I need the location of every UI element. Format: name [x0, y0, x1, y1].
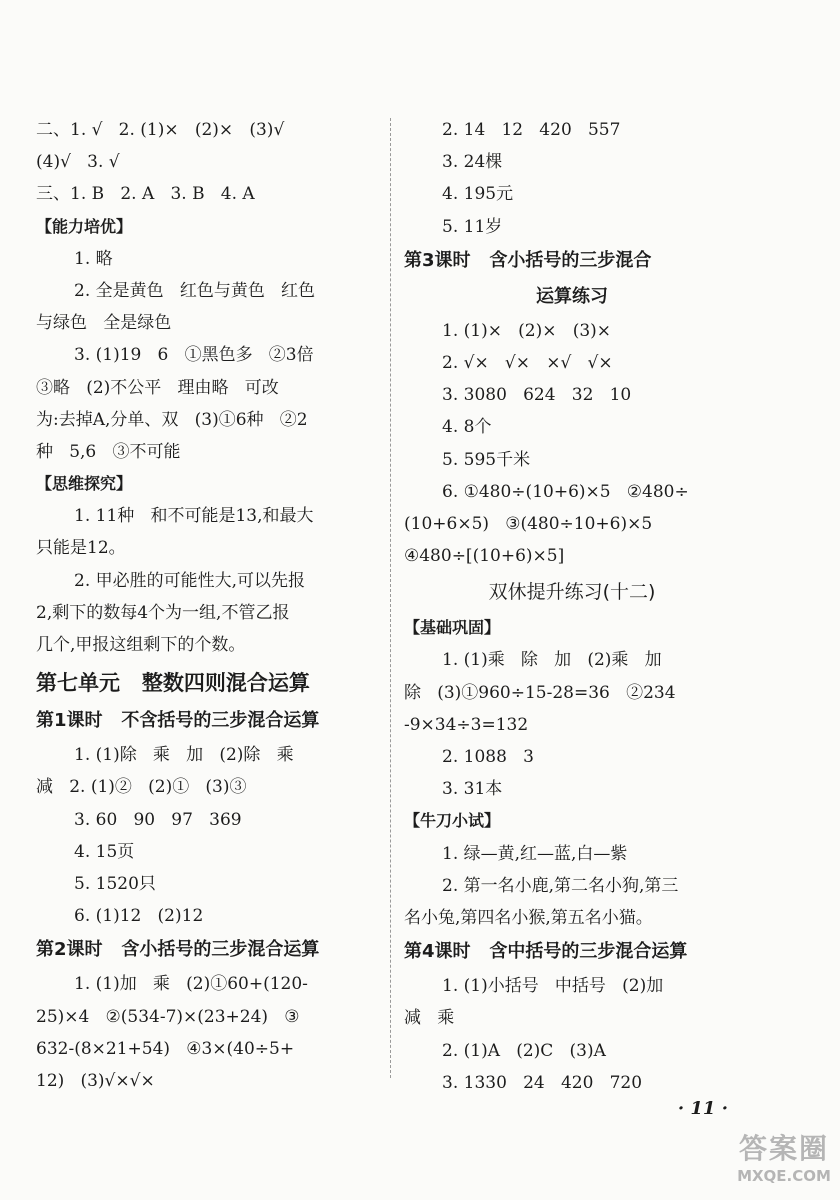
right-column — [404, 114, 740, 1099]
answer-line: 2. 1088 3 — [442, 747, 534, 767]
answer-line: 632-(8×21+54) ④3×(40÷5+ — [36, 1038, 295, 1059]
left-column — [36, 114, 382, 1097]
answer-line: 三、1. B 2. A 3. B 4. A — [36, 184, 255, 205]
answer-line: 二、1. √ 2. (1)× (2)× (3)√ — [36, 120, 285, 140]
practice-heading: 双休提升练习(十二) — [488, 581, 656, 604]
lesson-heading: 第4课时 含中括号的三步混合运算 — [404, 941, 688, 963]
answer-line: 1. (1)除 乘 加 (2)除 乘 — [74, 745, 294, 766]
answer-line: 3. 31本 — [442, 779, 503, 800]
lesson-heading: 第1课时 不含括号的三步混合运算 — [36, 710, 320, 732]
section-tag: 【牛刀小试】 — [404, 811, 501, 831]
answer-line: 3. (1)19 6 ①黑色多 ②3倍 — [74, 345, 314, 366]
answer-line: 3. 60 90 97 369 — [74, 809, 242, 830]
lesson-heading: 第3课时 含小括号的三步混合 — [404, 249, 652, 271]
answer-line: 2,剩下的数每4个为一组,不管乙报 — [36, 602, 290, 623]
page-number: · 11 · — [677, 1098, 728, 1119]
answer-line: 1. (1)加 乘 (2)①60+(120- — [74, 974, 308, 995]
answer-line: 3. 3080 624 32 10 — [442, 385, 632, 406]
column-divider — [390, 118, 391, 1078]
answer-line: 3. 24棵 — [442, 152, 503, 173]
unit-heading: 第七单元 整数四则混合运算 — [36, 671, 310, 696]
answer-line: 减 2. (1)② (2)① (3)③ — [36, 777, 247, 798]
answer-line: 减 乘 — [404, 1008, 455, 1029]
answer-line: 5. 11岁 — [442, 216, 503, 237]
site-watermark — [736, 1132, 832, 1192]
answer-line: ③略 (2)不公平 理由略 可改 — [36, 377, 279, 398]
answer-line: 4. 195元 — [442, 184, 514, 205]
answer-line: 5. 1520只 — [74, 873, 156, 894]
answer-line: 6. (1)12 (2)12 — [74, 906, 204, 927]
answer-line: (10+6×5) ③(480÷10+6)×5 — [404, 513, 653, 534]
lesson-heading: 第2课时 含小括号的三步混合运算 — [36, 939, 320, 961]
answer-line: 2. 甲必胜的可能性大,可以先报 — [74, 570, 306, 591]
answer-line: 1. 略 — [74, 248, 113, 269]
answer-line: 种 5,6 ③不可能 — [36, 441, 181, 462]
answer-line: 4. 15页 — [74, 841, 135, 862]
answer-line: 2. (1)A (2)C (3)A — [442, 1040, 606, 1061]
answer-line: 4. 8个 — [442, 417, 492, 438]
answer-line: (4)√ 3. √ — [36, 152, 120, 173]
answer-line: 1. (1)小括号 中括号 (2)加 — [442, 976, 664, 997]
answer-line: 只能是12。 — [36, 538, 126, 559]
answer-line: 2. 14 12 420 557 — [442, 120, 621, 140]
answer-line: 2. 第一名小鹿,第二名小狗,第三 — [442, 875, 679, 896]
answer-line: 25)×4 ②(534-7)×(23+24) ③ — [36, 1006, 300, 1027]
answer-line: 12) (3)√×√× — [36, 1070, 155, 1091]
answer-line: 几个,甲报这组剩下的个数。 — [36, 635, 246, 655]
lesson-heading-continued: 运算练习 — [536, 285, 608, 307]
answer-line: 1. 绿—黄,红—蓝,白—紫 — [442, 843, 628, 864]
answer-line: 2. 全是黄色 红色与黄色 红色 — [74, 280, 316, 301]
answer-line: 1. (1)乘 除 加 (2)乘 加 — [442, 650, 662, 671]
answer-line: 3. 1330 24 420 720 — [442, 1072, 643, 1093]
answer-line: 为:去掉A,分单、双 (3)①6种 ②2 — [36, 409, 308, 430]
watermark-logo-text: 答案圈 — [738, 1132, 829, 1165]
answer-line: 6. ①480÷(10+6)×5 ②480÷ — [442, 481, 689, 502]
answer-line: 除 (3)①960÷15-28=36 ②234 — [404, 682, 676, 703]
answer-line: 2. √× √× ×√ √× — [442, 352, 613, 373]
answer-line: 1. (1)× (2)× (3)× — [442, 320, 612, 341]
answer-line: -9×34÷3=132 — [404, 714, 529, 735]
answer-line: 名小兔,第四名小猴,第五名小猫。 — [404, 907, 653, 928]
answer-line: 1. 11种 和不可能是13,和最大 — [74, 506, 314, 527]
answer-line: 5. 595千米 — [442, 449, 531, 470]
section-tag: 【基础巩固】 — [404, 618, 501, 638]
watermark-url: MXQE.COM — [737, 1167, 831, 1185]
answer-line: ④480÷[(10+6)×5] — [404, 546, 565, 567]
section-tag: 【思维探究】 — [36, 474, 133, 494]
section-tag: 【能力培优】 — [36, 216, 133, 236]
answer-line: 与绿色 全是绿色 — [36, 313, 172, 334]
